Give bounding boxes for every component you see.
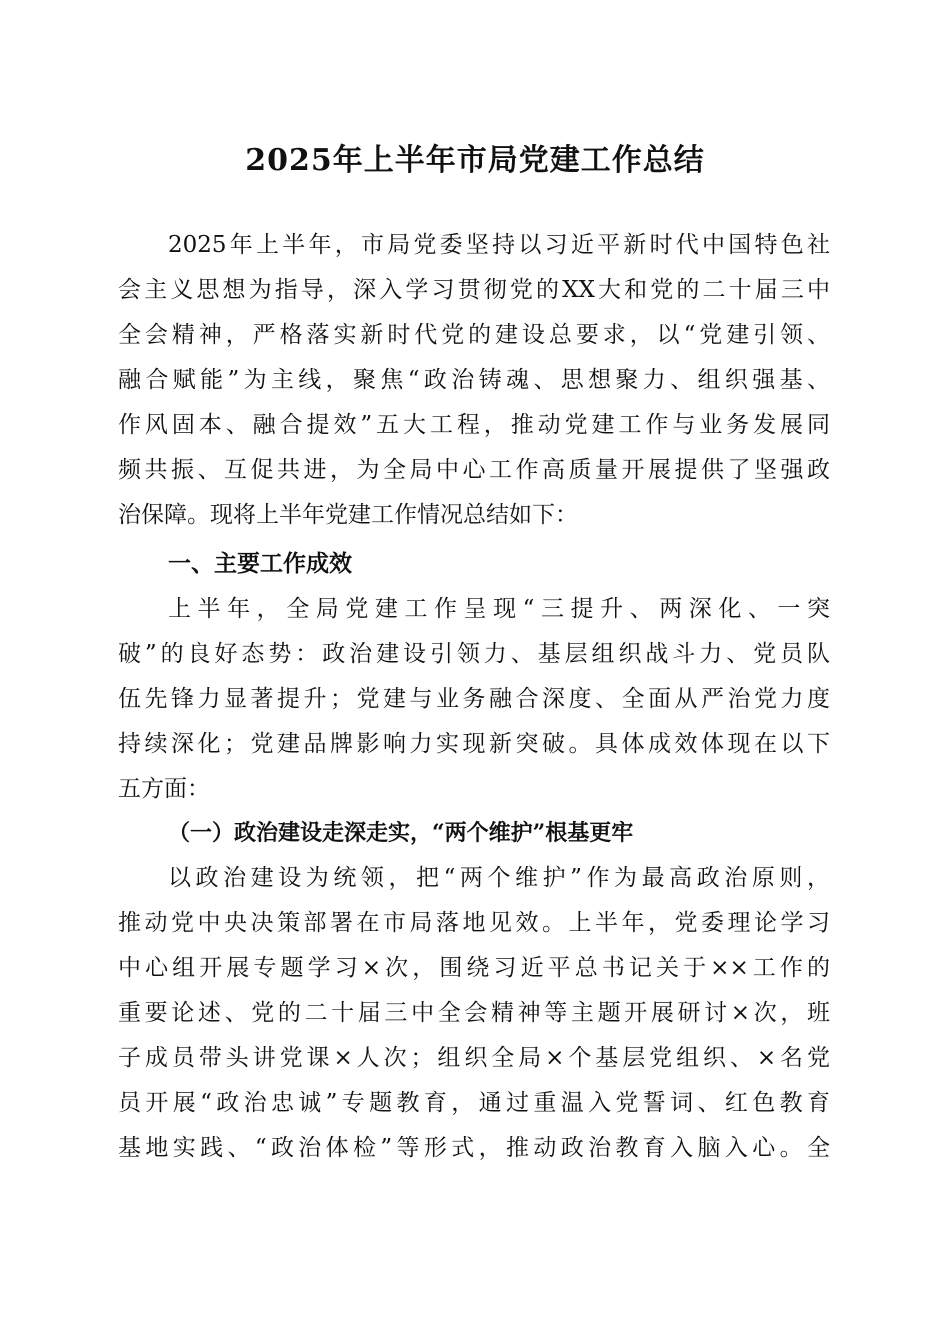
section1-paragraph [118,587,830,812]
intro-paragraph [118,223,830,538]
document-title: 2025年上半年市局党建工作总结 [245,143,705,178]
subsection1-line: 子成员带头讲党课×人次；组织全局×个基层党组织、×名党 [118,1045,830,1071]
subsection1-paragraph [118,856,830,1171]
intro-line: 2025年上半年，市局党委坚持以习近平新时代中国特色社 [168,232,830,258]
intro-line: 会主义思想为指导，深入学习贯彻党的XX大和党的二十届三中 [118,277,830,303]
section1-line: 五方面： [118,776,210,802]
section-heading: 一、主要工作成效 [168,551,352,577]
subsection1-line: 中心组开展专题学习×次，围绕习近平总书记关于××工作的 [118,955,830,981]
section1-line: 破”的良好态势：政治建设引领力、基层组织战斗力、党员队 [118,641,830,667]
subsection-heading: （一）政治建设走深走实，“两个维护”根基更牢 [168,820,634,846]
section1-line: 伍先锋力显著提升；党建与业务融合深度、全面从严治党力度 [118,686,830,712]
subsection1-line: 基地实践、“政治体检”等形式，推动政治教育入脑入心。全 [118,1135,830,1161]
intro-line: 全会精神，严格落实新时代党的建设总要求，以“党建引领、 [118,322,830,348]
subsection1-line: 重要论述、党的二十届三中全会精神等主题开展研讨×次，班 [118,1000,830,1026]
subsection1-line: 以政治建设为统领，把“两个维护”作为最高政治原则， [168,865,830,891]
section1-line: 上半年，全局党建工作呈现“三提升、两深化、一突 [168,596,830,622]
intro-line: 频共振、互促共进，为全局中心工作高质量开展提供了坚强政 [118,457,830,483]
subsection1-line: 员开展“政治忠诚”专题教育，通过重温入党誓词、红色教育 [118,1090,830,1116]
intro-line: 治保障。现将上半年党建工作情况总结如下： [118,502,578,528]
intro-line: 融合赋能”为主线，聚焦“政治铸魂、思想聚力、组织强基、 [118,367,830,393]
subsection1-line: 推动党中央决策部署在市局落地见效。上半年，党委理论学习 [118,910,830,936]
section1-line: 持续深化；党建品牌影响力实现新突破。具体成效体现在以下 [118,731,830,757]
intro-line: 作风固本、融合提效”五大工程，推动党建工作与业务发展同 [118,412,830,438]
